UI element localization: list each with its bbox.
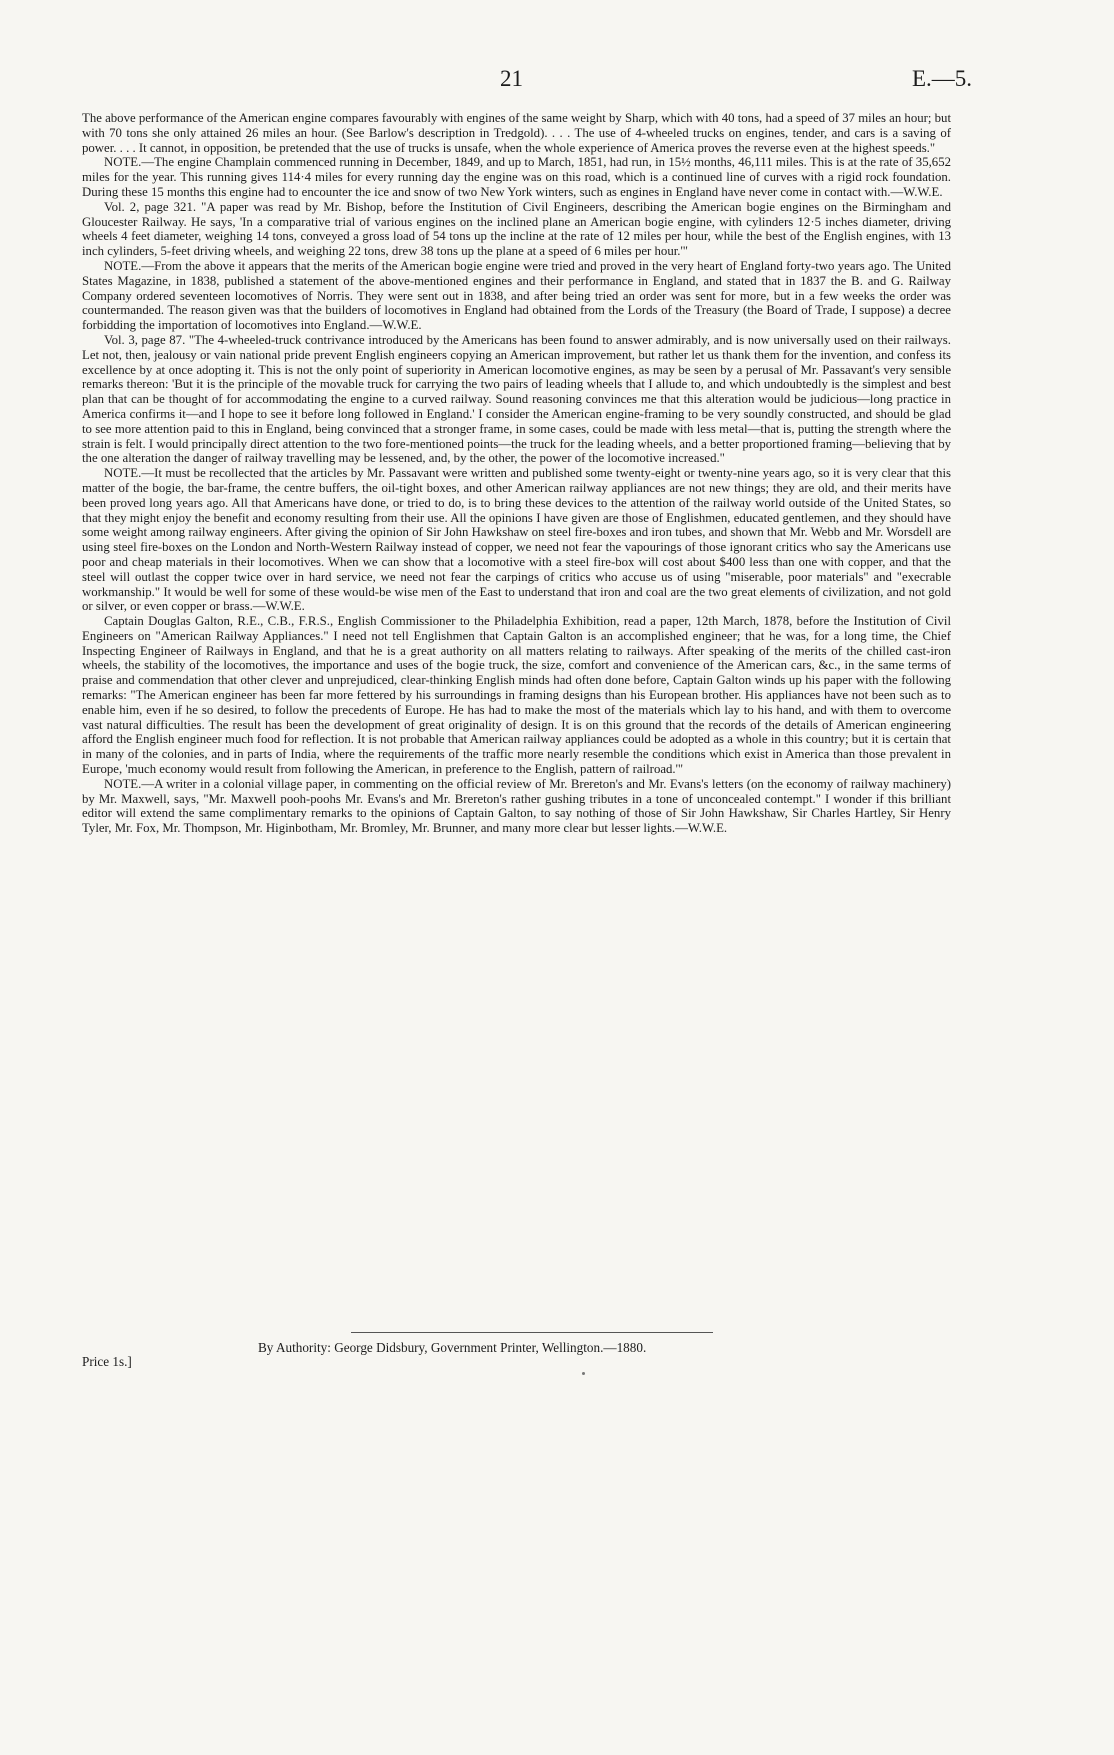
- paragraph-performance: The above performance of the American engine compares favourably with engines of the same weight by Sharp, which with 40 tons, had a speed of 37 miles an hour; but with 70 tons she only attained 26 miles an hour. (See Barlow's description in Tredgold). . . . The use of 4-wheeled trucks on engines, tender, and cars is a saving of power. . . . It cannot, in opposition, be pretended that the use of trucks is unsafe, when the whole experience of America proves the reverse even at the highest speeds.": [82, 111, 951, 155]
- body-text: [82, 111, 951, 836]
- paragraph-note-colonial: NOTE.—A writer in a colonial village paper, in commenting on the official review of Mr. Brereton's and Mr. Evans's letters (on the economy of railway machinery) by Mr. Maxwell, says, "Mr. Maxwell pooh-poohs Mr. Evans's and Mr. Brereton's rather gushing tributes in a tone of unconcealed contempt." I wonder if this brilliant editor will extend the same complimentary remarks to the opinions of Captain Galton, to say nothing of those of Sir John Hawkshaw, Sir Charles Hartley, Sir Henry Tyler, Mr. Fox, Mr. Thompson, Mr. Higinbotham, Mr. Bromley, Mr. Brunner, and many more clear but lesser lights.—W.W.E.: [82, 776, 951, 836]
- paragraph-galton: Captain Douglas Galton, R.E., C.B., F.R.S., English Commissioner to the Philadelphia Exhibition, read a paper, 12th March, 1878, before the Institution of Civil Engineers on "American Railway Appliances." I need not tell Englishmen that Captain Galton is an accomplished engineer; that he was, for a long time, the Chief Inspecting Engineer of Railways in England, and that he is a great authority on all matters relating to railways. After speaking of the merits of the chilled cast-iron wheels, the stability of the locomotives, the importance and uses of the bogie truck, the size, comfort and convenience of the American cars, &c., in the same terms of praise and commendation that other clever and unprejudiced, clear-thinking English minds had often done before, Captain Galton winds up his paper with the following remarks: "The American engineer has been far more fettered by his surroundings in framing designs than his European brother. His appliances have not been such as to enable him, even if he so desired, to follow the precedents of Europe. He has had to make the most of the materials which lay to his hand, and with them to overcome vast natural difficulties. The result has been the development of great originality of design. It is on this ground that the records of the details of American engineering afford the English engineer much food for reflection. It is not probable that American railway appliances could be adopted as a whole in this country; but it is certain that in many of the colonies, and in parts of India, where the requirements of the traffic more nearly resemble the conditions which exist in America than those prevalent in Europe, 'much economy would result from following the American, in preference to the English, pattern of railroad.'": [82, 614, 951, 777]
- paragraph-note-passavant: NOTE.—It must be recollected that the articles by Mr. Passavant were written and published some twenty-eight or twenty-nine years ago, so it is very clear that this matter of the bogie, the bar-frame, the centre buffers, the oil-tight boxes, and other American railway appliances are not new things; they are old, and their merits have been proved long years ago. All that Americans have done, or tried to do, is to bring these devices to the attention of the railway world outside of the United States, so that they might enjoy the benefit and economy resulting from their use. All the opinions I have given are those of Englishmen, educated gentlemen, and they should have some weight among railway engineers. After giving the opinion of Sir John Hawkshaw on steel fire-boxes and iron tubes, and shown that Mr. Webb and Mr. Worsdell are using steel fire-boxes on the London and North-Western Railway instead of copper, we need not fear the vapourings of those ignorant critics who say the Americans use poor and cheap materials in their locomotives. When we can show that a locomotive with a steel fire-box will cost about $400 less than one with copper, and that the steel will outlast the copper twice over in hard service, we need not fear the carpings of critics who accuse us of using "miserable, poor materials" and "execrable workmanship." It would be well for some of these would-be wise men of the East to understand that iron and coal are the two great elements of civilization, and not gold or silver, or even copper or brass.—W.W.E.: [82, 466, 951, 614]
- paragraph-note-bogie: NOTE.—From the above it appears that the merits of the American bogie engine were tried and proved in the very heart of England forty-two years ago. The United States Magazine, in 1838, published a statement of the above-mentioned engines and their performance in England, and stated that in 1837 the B. and G. Railway Company ordered seventeen locomotives of Norris. They were sent out in 1838, and after being tried an order was sent for more, but in a few weeks the order was countermanded. The reason given was that the builders of locomotives in England had obtained from the Lords of the Treasury (the Board of Trade, I suppose) a decree forbidding the importation of locomotives into England.—W.W.E.: [82, 258, 951, 333]
- page-number: 21: [500, 66, 523, 91]
- paragraph-vol2: Vol. 2, page 321. "A paper was read by Mr. Bishop, before the Institution of Civil Engineers, describing the American bogie engines on the Birmingham and Gloucester Railway. He says, 'In a comparative trial of various engines on the inclined plane an American bogie engine, with cylinders 12·5 inches diameter, driving wheels 4 feet diameter, weighing 14 tons, conveyed a gross load of 54 tons up the incline at the rate of 12 miles per hour, while the best of the English engines, with 13 inch cylinders, 5-feet driving wheels, and weighing 22 tons, drew 38 tons up the plane at a speed of 6 miles per hour.'": [82, 199, 951, 259]
- paragraph-note-champlain: NOTE.—The engine Champlain commenced running in December, 1849, and up to March, 1851, had run, in 15½ months, 46,111 miles. This is at the rate of 35,652 miles for the year. This running gives 114·4 miles for every running day the engine was on this road, which is a continued line of curves with a rigid rock foundation. During these 15 months this engine had to encounter the ice and snow of two New York winters, such as engines in England have never come in contact with.—W.W.E.: [82, 155, 951, 199]
- printer-imprint: By Authority: George Didsbury, Government Printer, Wellington.—1880.: [258, 1340, 647, 1355]
- footer-divider: [351, 1332, 713, 1333]
- price-label: Price 1s.]: [82, 1354, 132, 1369]
- decorative-dot: [582, 1372, 585, 1375]
- document-reference: E.—5.: [911, 66, 972, 91]
- paragraph-vol3: Vol. 3, page 87. "The 4-wheeled-truck contrivance introduced by the Americans has been found to answer admirably, and is now universally used on their railways. Let not, then, jealousy or vain national pride prevent English engineers copying an American improvement, but rather let us thank them for the invention, and confess its excellence by at once adopting it. This is not the only point of superiority in American locomotive engines, as may be seen by a perusal of Mr. Passavant's very sensible remarks thereon: 'But it is the principle of the movable truck for carrying the two pairs of leading wheels that I allude to, and which undoubtedly is the simplest and best plan that can be thought of for accommodating the engine to a curved railway. Sound reasoning convinces me that this alteration would be judicious—long practice in America confirms it—and I hope to see it before long followed in England.' I consider the American engine-framing to be very soundly constructed, and should be glad to see more attention paid to this in England, being convinced that a stronger frame, in some cases, could be made with less metal—that is, putting the strength where the strain is felt. I would principally direct attention to the two fore-mentioned points—the truck for the leading wheels, and a better proportioned framing—believing that by the one alteration the danger of railway travelling may be lessened, and, by the other, the power of the locomotive increased.": [82, 332, 951, 466]
